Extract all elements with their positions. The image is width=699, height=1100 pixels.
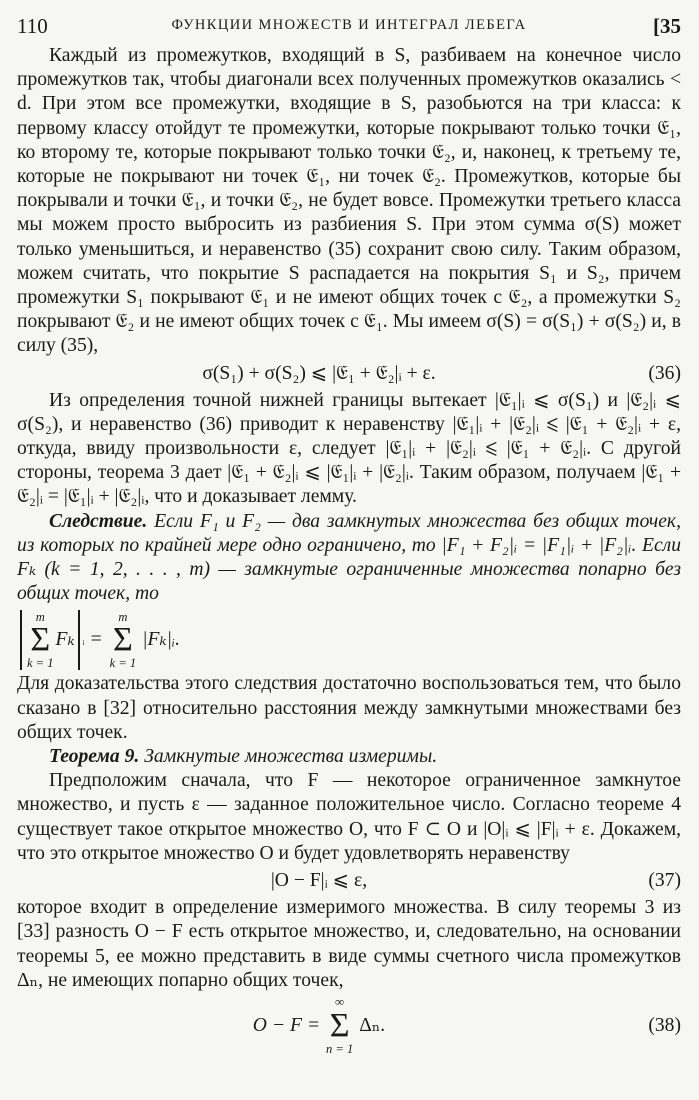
corollary-sum-formula: m Σ k = 1 Fₖ ᵢ = m Σ k = 1 |Fₖ|ᵢ.: [17, 610, 681, 670]
sum-right-term: |Fₖ|ᵢ.: [142, 629, 181, 651]
equation-37-body: |O − F|ᵢ ⩽ ε,: [270, 869, 368, 891]
page-header: [17, 10, 681, 44]
corollary-label: Следствие.: [49, 510, 148, 532]
corollary-text: Если F₁ и F₂ — два замкнутых множества без общих точек, из которых по крайней мере одно ограничено, то |F₁ + F₂|ᵢ = |F₁|ᵢ + |F₂|ᵢ. Если Fₖ (k = 1, 2, . . . , m) — замкнутые ограниченные множества попарно без общих точек, то: [17, 510, 681, 605]
abs-bar-right: [78, 610, 80, 670]
page-number: 110: [17, 14, 48, 38]
sum-left-term: Fₖ: [55, 629, 75, 651]
equation-38-term: Δₙ.: [359, 1014, 386, 1036]
equation-37-number: (37): [648, 869, 681, 891]
theorem-9: [17, 745, 681, 769]
abs-bar-left: [20, 610, 22, 670]
theorem-label: Теорема 9.: [49, 746, 140, 768]
equation-38-lhs: O − F =: [252, 1014, 321, 1036]
sum-left-upper: m: [35, 609, 45, 624]
sum-symbol-right: m Σ k = 1: [109, 609, 137, 671]
sum-right-upper: m: [118, 609, 128, 624]
equation-38-sum: ∞ Σ n = 1: [326, 995, 354, 1056]
paragraph-4: которое входит в определение измеримого множества. В силу теоремы 3 из [33] разность O − F есть открытое множество, и, следовательно, на основании теоремы 5, ее можно представить в виде суммы счетного числа промежутков Δₙ, не имеющих попарно общих точек,: [17, 897, 681, 991]
theorem-text: Замкнутые множества измеримы.: [144, 746, 438, 768]
equation-38: [17, 993, 681, 1059]
running-title: ФУНКЦИИ МНОЖЕСТВ И ИНТЕГРАЛ ЛЕБЕГА: [171, 17, 527, 33]
sum-left-subscript: ᵢ: [82, 633, 85, 648]
equation-38-body: [17, 996, 621, 1055]
sum-symbol-left: m Σ k = 1: [27, 609, 54, 671]
equation-38-lower: n = 1: [326, 1041, 354, 1056]
equation-36: [17, 359, 681, 389]
equation-36-body: σ(S₁) + σ(S₂) ⩽ |𝔈₁ + 𝔈₂|ᵢ + ε.: [202, 362, 436, 384]
equation-38-upper: ∞: [335, 995, 345, 1010]
equation-37: [17, 866, 681, 896]
paragraph-1: Каждый из промежутков, входящий в S, разбиваем на конечное число промежутков так, чтобы диагонали всех полученных промежутков оказались < d. При этом все промежутки, входящие в S, разобьются на три класса: к первому классу отойдут те промежутки, которые покрывают только точки 𝔈₁, ко второму те, которые покрывают только точки 𝔈₂, и, наконец, к третьему те, которые не покрывают ни точек 𝔈₁, ни точек 𝔈₂. Промежутков, которые бы покрывали и точки 𝔈₁, и точки 𝔈₂, не будет вовсе. Промежутки третьего класса мы можем просто выбросить из разбиения S. При этом сумма σ(S) может только уменьшиться, и неравенство (35) сохранит свою силу. Таким образом, можем считать, что покрытие S распадается на покрытия S₁ и S₂, причем промежутки S₁ покрывают 𝔈₁ и не имеют общих точек с 𝔈₂, а промежутки S₂ покрывают 𝔈₂ и не имеют общих точек с 𝔈₁. Мы имеем σ(S) = σ(S₁) + σ(S₂) и, в силу (35),: [17, 45, 681, 357]
paragraph-2: Из определения точной нижней границы вытекает |𝔈₁|ᵢ ⩽ σ(S₁) и |𝔈₂|ᵢ ⩽ σ(S₂), и неравенство (36) приводит к неравенству |𝔈₁|ᵢ + |𝔈₂|ᵢ ⩽ |𝔈₁ + 𝔈₂|ᵢ + ε, откуда, ввиду произвольности ε, следует |𝔈₁|ᵢ + |𝔈₂|ᵢ ⩽ |𝔈₁ + 𝔈₂|ᵢ. С другой стороны, теорема 3 дает |𝔈₁ + 𝔈₂|ᵢ ⩽ |𝔈₁|ᵢ + |𝔈₂|ᵢ. Таким образом, получаем |𝔈₁ + 𝔈₂|ᵢ = |𝔈₁|ᵢ + |𝔈₂|ᵢ, что и доказывает лемму.: [17, 389, 681, 508]
page-body: [17, 44, 681, 1059]
corollary-proof: Для доказательства этого следствия достаточно воспользоваться тем, что было сказано в [32] относительно расстояния между замкнутыми множествами без общих точек.: [17, 673, 681, 743]
paragraph-3: Предположим сначала, что F — некоторое ограниченное замкнутое множество, и пусть ε — заданное положительное число. Согласно теореме 4 существует такое открытое множество O, что F ⊂ O и |O|ᵢ ⩽ |F|ᵢ + ε. Докажем, что это открытое множество O и будет удовлетворять неравенству: [17, 770, 681, 864]
sum-left-lower: k = 1: [27, 656, 54, 671]
equation-38-number: (38): [648, 1014, 681, 1036]
sum-right-lower: k = 1: [109, 656, 137, 671]
corollary: [17, 510, 681, 607]
equation-36-number: (36): [648, 362, 681, 384]
section-number: [35: [653, 14, 681, 38]
